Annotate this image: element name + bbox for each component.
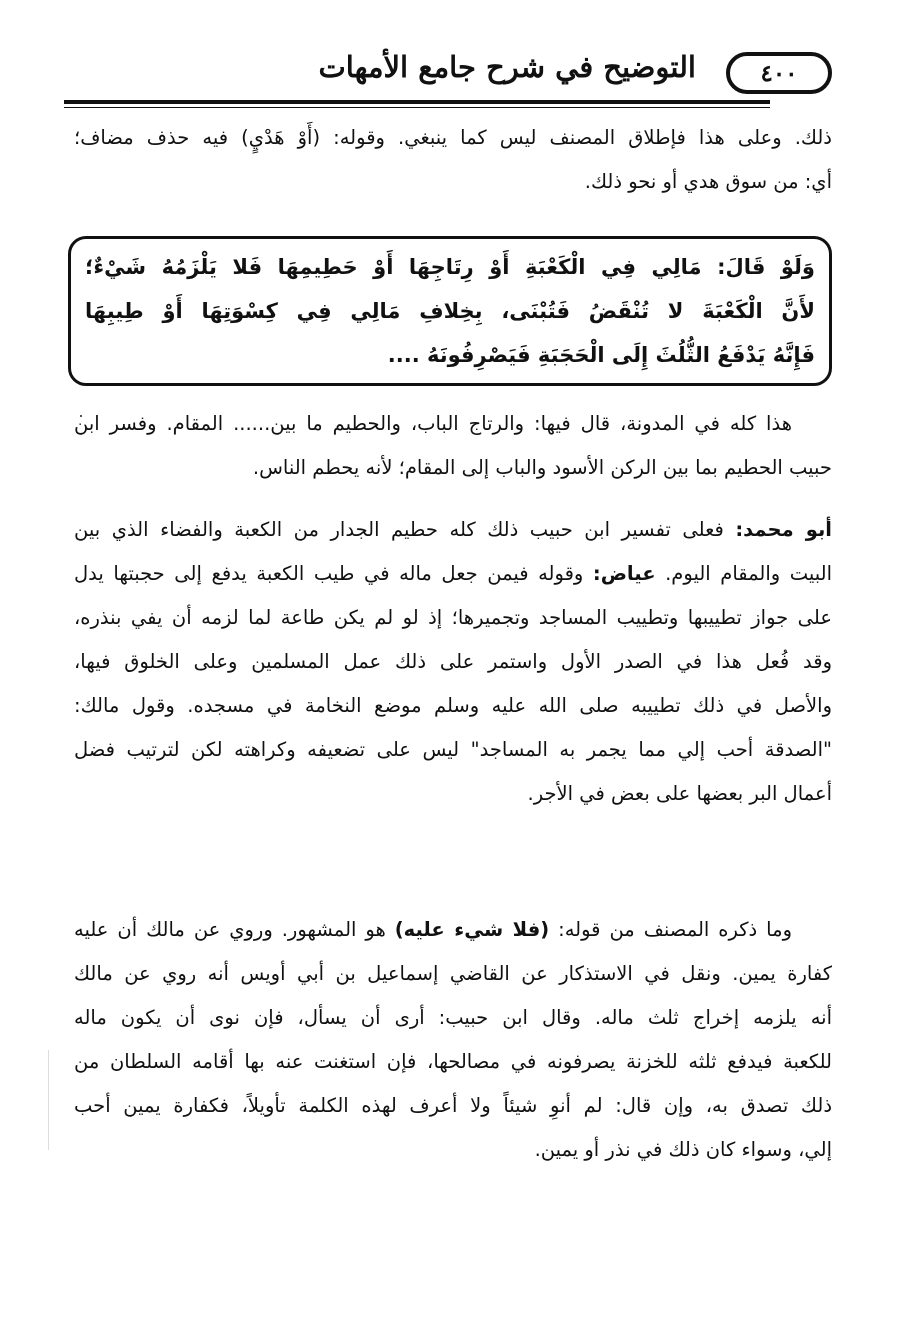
text-line <box>74 552 832 596</box>
speaker-label: أبو محمد: <box>735 518 832 541</box>
text-span: وقوله فيمن جعل ماله في طيب الكعبة يدفع إلى حجبتها يدل <box>74 562 593 585</box>
header-rule-thin <box>64 107 770 108</box>
matn-line: لأَنَّ الْكَعْبَةَ لا تُنْقَضُ فَتُبْنَى، بِخِلافِ مَالِي فِي كِسْوَتِهَا أَوْ طِيبِهَا <box>85 299 815 323</box>
text-line: والأصل في ذلك تطييبه صلى الله عليه وسلم موضع النخامة في مسجده. وقول مالك: <box>74 694 832 717</box>
text-line: ذلك. وعلى هذا فإطلاق المصنف ليس كما ينبغي. وقوله: (أَوْ هَدْيٍ) فيه حذف مضاف؛ <box>74 126 832 149</box>
speaker-label: عياض: <box>592 562 656 585</box>
text-span: هو المشهور. وروي عن مالك أن عليه <box>74 918 395 941</box>
scan-artifact <box>48 1050 49 1150</box>
text-line: إلي، وسواء كان ذلك في نذر أو يمين. <box>534 1138 832 1161</box>
commentary-paragraph-1 <box>74 402 832 490</box>
text-line: أي: من سوق هدي أو نحو ذلك. <box>584 170 832 193</box>
text-line: حبيب الحطيم بما بين الركن الأسود والباب إلى المقام؛ لأنه يحطم الناس. <box>252 456 832 479</box>
text-line: أعمال البر بعضها على بعض في الأجر. <box>527 782 832 805</box>
text-span: وما ذكره المصنف من قوله: <box>549 918 792 941</box>
page-number-frame <box>726 52 832 94</box>
page-header <box>64 40 836 100</box>
matn-line: فَإِنَّهُ يَدْفَعُ الثُّلُثَ إِلَى الْحَجَبَةِ فَيَصْرِفُونَهُ .... <box>387 343 815 367</box>
commentary-paragraph-3 <box>74 908 832 1172</box>
text-line: على جواز تطييبها وتطييب المساجد وتجميرها؛ إذ لو لم يكن طاعة لما لزمه أن يفي بنذره، <box>74 606 832 629</box>
header-rule <box>64 100 770 104</box>
intro-paragraph <box>74 116 832 204</box>
text-line: كفارة يمين. ونقل في الاستذكار عن القاضي إسماعيل بن أبي أويس أنه روي عن مالك <box>74 962 832 985</box>
matn-box <box>68 236 832 386</box>
matn-line: وَلَوْ قَالَ: مَالِي فِي الْكَعْبَةِ أَوْ رِتَاجِهَا أَوْ حَطِيمِهَا فَلا يَلْزَمُهُ شَيْءٌ؛ <box>85 255 815 279</box>
quoted-phrase: (فلا شيء عليه) <box>394 918 550 941</box>
text-span: البيت والمقام اليوم. <box>655 562 832 585</box>
text-span: فعلى تفسير ابن حبيب ذلك كله حطيم الجدار من الكعبة والفضاء الذي بين <box>74 518 736 541</box>
text-line: وقد فُعل هذا في الصدر الأول واستمر على ذلك عمل المسلمين وعلى الخلوق فيها، <box>74 650 832 673</box>
running-title: التوضيح في شرح جامع الأمهات <box>318 50 696 84</box>
text-line <box>74 508 832 552</box>
text-line: أنه يلزمه إخراج ثلث ماله. وقال ابن حبيب: أرى أن يسأل، فإن نوى أن يكون ماله <box>74 1006 832 1029</box>
commentary-paragraph-2 <box>74 508 832 816</box>
text-line <box>74 908 832 952</box>
text-line: "الصدقة أحب إلي مما يجمر به المساجد" ليس على تضعيفه وكراهته لكن لترتيب فضل <box>74 738 832 761</box>
text-line: هذا كله في المدونة، قال فيها: والرتاج الباب، والحطيم ما بين...... المقام. وفسر ابن <box>74 412 792 435</box>
text-line: للكعبة فيدفع ثلثه للخزنة يصرفونه في مصالحها، فإن استغنت عنه بها أقامه السلطان من <box>74 1050 832 1073</box>
page-number: ٤٠٠ <box>760 59 798 87</box>
text-line: ذلك تصدق به، وإن قال: لم أنوِ شيئاً ولا أعرف لهذه الكلمة تأويلاً، فكفارة يمين أحب <box>74 1094 832 1117</box>
